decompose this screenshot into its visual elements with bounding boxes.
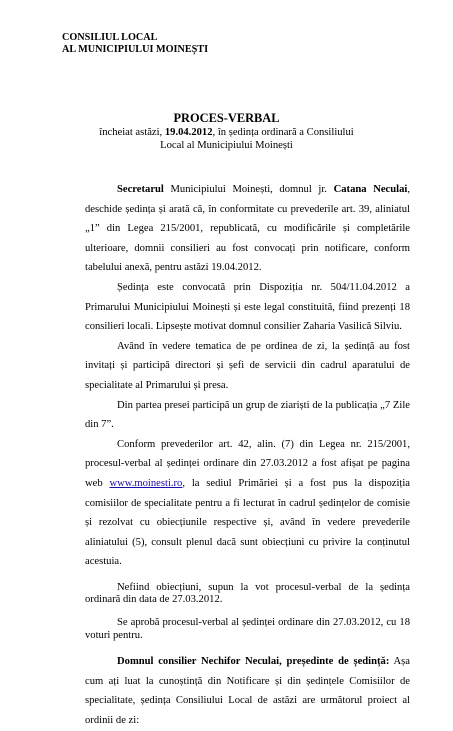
paragraph-chair-text: Așa cum ați luat la cunoștință din Notificare și din ședințele Comisiilor de specialitate, ședința Consiliului Local de astăzi are următorul proiect al ordinii de zi:	[85, 656, 410, 727]
header-line-1: CONSILIUL LOCAL	[62, 32, 158, 43]
paragraph-convocation: Ședința este convocată prin Dispoziția nr. 504/11.04.2012 a Primarului Municipiului Moinești și este legal constituită, fiind prezenți 18 consilieri locali. Lipsește motivat domnul consilier Zaharia Vasilică Silviu.	[85, 281, 410, 333]
document-title: PROCES-VERBAL	[173, 111, 280, 125]
paragraph-vote-result: Se aprobă procesul-verbal al ședinței ordinare din 27.03.2012, cu 18 voturi pentru.	[85, 617, 410, 641]
paragraph-previous-minutes-text-b: , la sediul Primăriei și a fost pus la dispoziția comisiilor de specialitate pentru a fi lecturat în cadrul ședințelor de comisie și rezolvat cu obiecțiunile respective și, având în vedere prevederile aliniatului (5), consult plenul dacă sunt obiecțiuni cu privire la conținutul acestuia.	[85, 477, 410, 568]
document-body	[85, 180, 410, 731]
subtitle-middle: , în ședința ordinară a Consiliului	[212, 127, 354, 138]
paragraph-invited: Având în vedere tematica de pe ordinea de zi, la ședință au fost invitați și participă directori și șefi de servicii din cadrul aparatului de specialitate al Primarului și presa.	[85, 340, 410, 391]
paragraph-press: Din partea presei participă un grup de ziariști de la publicația „7 Zile din 7”.	[85, 399, 410, 431]
chair-intro: Domnul consilier Nechifor Neculai, președinte de ședință:	[117, 656, 390, 668]
secretary-name: Catana Neculai	[333, 184, 408, 195]
paragraph-opening	[85, 180, 410, 278]
paragraph-previous-minutes	[85, 435, 410, 572]
paragraph-vote-call: Nefiind obiecțiuni, supun la vot procesul-verbal de la ședința ordinară din data de 27.03.2012.	[85, 581, 410, 606]
subtitle-prefix: încheiat astăzi,	[99, 127, 165, 138]
meeting-date: 19.04.2012	[164, 127, 213, 138]
header-line-2: AL MUNICIPIULUI MOINEȘTI	[62, 44, 209, 55]
paragraph-opening-text-b: , deschide ședința și arată că, în conformitate cu prevederile art. 39, aliniatul „1” din Legea 215/2001, republicată, cu modificările și completările ulterioare, domnii consilieri au fost convocați prin notificare, conform tabelului anexă, pentru astăzi 19.04.2012.	[85, 184, 410, 274]
secretary-role: Secretarul	[117, 184, 164, 195]
website-link[interactable]: www.moinesti.ro	[109, 477, 183, 489]
institution-header	[62, 32, 208, 56]
document-subtitle	[60, 126, 393, 152]
paragraph-opening-text-a: Municipiului Moinești, domnul jr.	[163, 184, 334, 195]
paragraph-chair	[85, 652, 410, 730]
paragraph-previous-minutes-text-a: Conform prevederilor art. 42, alin. (7) din Legea nr. 215/2001, procesul-verbal al ședinței ordinare din 27.03.2012 a fost afișat pe pagina web	[85, 438, 410, 489]
subtitle-line-2: Local al Municipiului Moinești	[160, 140, 293, 151]
